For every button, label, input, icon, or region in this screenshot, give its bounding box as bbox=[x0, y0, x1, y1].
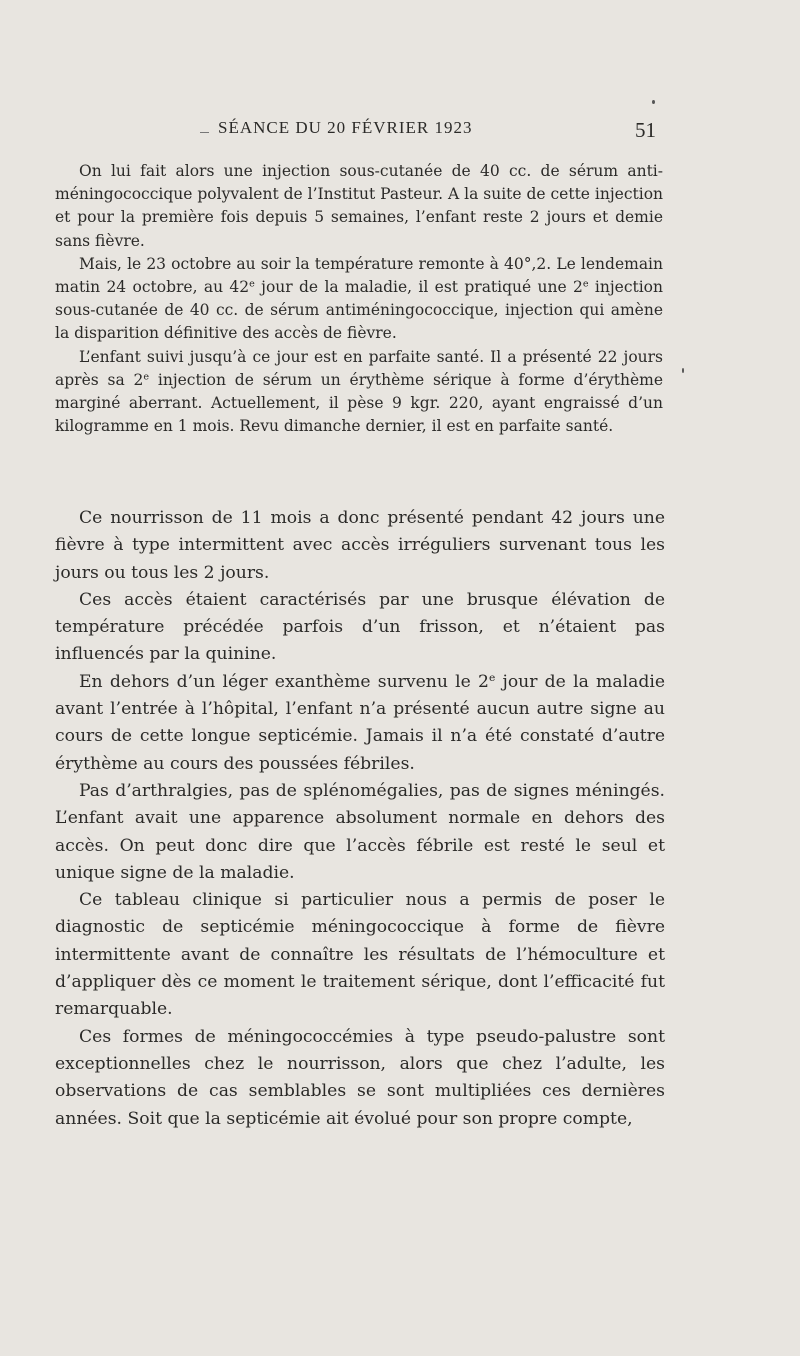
paragraph-text: Pas d’arthralgies, pas de splénomégalies, pas de signes méningés. L’enfant avait une apparence absolument normale en dehors des accès. On peut donc dire que l’accès fébrile est resté le seul et unique signe de la maladie. bbox=[55, 780, 665, 883]
paragraph-text: L’enfant suivi jusqu’à ce jour est en parfaite santé. Il a présenté 22 jours après sa 2 bbox=[55, 347, 663, 389]
paragraph-text: On lui fait alors une injection sous-cutanée de 40 cc. de sérum anti-méningococcique polyvalent de l’Institut Pasteur. A la suite de cette injection et pour la première fois depuis 5 semaines, l’enfant reste 2 jours et demie sans fièvre. bbox=[55, 162, 664, 250]
paragraph-text: Ces accès étaient caractérisés par une brusque élévation de température précédée parfois d’un frisson, et n’étaient pas influencés par la quinine. bbox=[55, 589, 665, 665]
page-number: 51 bbox=[635, 118, 656, 142]
paragraph-text: Mais, le 23 octobre au soir la température remonte à 40°,2. Le lendemain matin 24 octobre, au 42 bbox=[55, 254, 663, 297]
ink-speck bbox=[682, 368, 684, 373]
case_report-paragraph bbox=[55, 253, 663, 346]
ordinal-superscript: e bbox=[249, 278, 255, 290]
paragraph-text: injection sous-cutanée de 40 cc. de sérum antiméningococcique, injection qui amène la disparition définitive des accès de fièvre. bbox=[55, 278, 663, 343]
ordinal-superscript: e bbox=[143, 371, 150, 383]
paragraph-text: En dehors d’un léger exanthème survenu le 2 bbox=[79, 671, 489, 692]
ordinal-superscript: e bbox=[582, 278, 589, 290]
paragraph-text: Ces formes de méningococcémies à type pseudo-palustre sont exceptionnelles chez le nourrisson, alors que chez l’adulte, les observations de cas semblables se sont multipliées ces dernières années. Soit que la septicémie ait évolué pour son propre compte, bbox=[55, 1026, 665, 1129]
header-title: SÉANCE DU 20 FÉVRIER 1923 bbox=[218, 118, 473, 137]
discussion-paragraph bbox=[55, 505, 665, 587]
discussion-paragraph bbox=[55, 669, 665, 778]
discussion-paragraph bbox=[55, 887, 665, 1023]
paragraph-text: injection de sérum un érythème sérique à forme d’érythème marginé aberrant. Actuellement, il pèse 9 kgr. 220, ayant engraissé d’un kilogramme en 1 mois. Revu dimanche dernier, il est en parfaite santé. bbox=[55, 370, 663, 436]
ordinal-superscript: e bbox=[488, 670, 496, 684]
ink-speck bbox=[652, 100, 655, 104]
running-header bbox=[200, 118, 660, 148]
paragraph-text: Ce tableau clinique si particulier nous a permis de poser le diagnostic de septicémie méningococcique à forme de fièvre intermittente avant de connaître les résultats de l’hémoculture et d’appliquer dès ce moment le traitement sérique, dont l’efficacité fut remarquable. bbox=[55, 890, 665, 1020]
header-dash bbox=[200, 132, 209, 133]
discussion-paragraph bbox=[55, 587, 665, 669]
discussion-paragraph bbox=[55, 1024, 665, 1133]
discussion-section bbox=[55, 505, 665, 1133]
paragraph-text: Ce nourrisson de 11 mois a donc présenté pendant 42 jours une fièvre à type intermittent avec accès irréguliers survenant tous les jours ou tous les 2 jours. bbox=[55, 508, 665, 583]
case_report-paragraph bbox=[55, 160, 663, 253]
discussion-paragraph bbox=[55, 778, 665, 887]
paragraph-text: jour de la maladie, il est pratiqué une 2 bbox=[254, 278, 583, 297]
paragraph-text: jour de la maladie avant l’entrée à l’hôpital, l’enfant n’a présenté aucun autre signe au cours de cette longue septicémie. Jamais il n’a été constaté d’autre érythème au cours des poussées fébriles. bbox=[55, 671, 665, 774]
case_report-paragraph bbox=[55, 346, 663, 439]
case-report-section bbox=[55, 160, 663, 438]
